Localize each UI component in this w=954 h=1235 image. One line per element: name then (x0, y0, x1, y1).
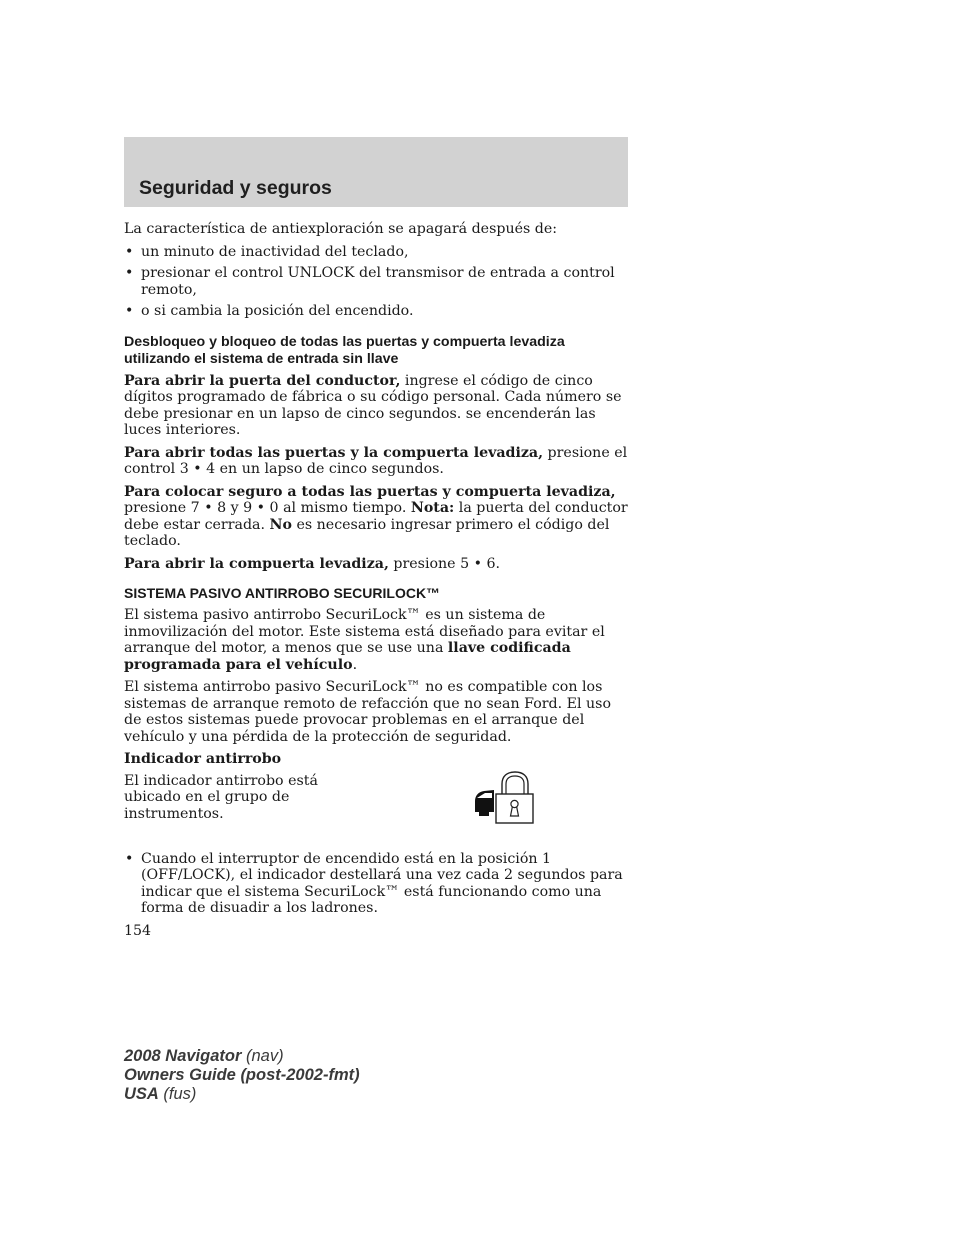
keyless-liftgate-paragraph (124, 556, 629, 573)
keyless-all-doors-paragraph (124, 445, 629, 478)
securilock-paragraph-2: El sistema antirrobo pasivo SecuriLock™ no es compatible con los sistemas de arranque remoto de refacción que no sean Ford. El uso de estos sistemas puede provocar problemas en el arranque del vehículo y una pérdida de la protección de seguridad. (124, 679, 612, 745)
page-number: 154 (124, 922, 152, 939)
securilock-paragraph-1 (124, 607, 629, 673)
securilock-p1-bold: llave codificada programada para el vehículo (124, 640, 571, 673)
lock-text-1: presione 7 • 8 y 9 • 0 al mismo tiempo. (124, 500, 411, 516)
intro-bullet-1: • un minuto de inactividad del teclado, (124, 244, 629, 261)
footer-market: USA (124, 1085, 159, 1103)
footer-market-code: (fus) (158, 1085, 197, 1103)
securilock-p1-end: . (352, 656, 358, 673)
footer-line-3 (124, 1085, 360, 1104)
lock-lead: Para colocar seguro a todas las puertas y compuerta levadiza, (124, 483, 616, 500)
document-footer (124, 1047, 360, 1104)
page-content (124, 221, 629, 945)
footer-model: 2008 Navigator (124, 1047, 242, 1065)
lock-nota: Nota: (410, 500, 455, 516)
liftgate-text: presione 5 • 6. (388, 555, 501, 572)
intro-bullet-list (124, 244, 629, 320)
footer-line-2 (124, 1066, 360, 1085)
section-header-band (124, 137, 628, 207)
keyless-lock-paragraph (124, 484, 629, 550)
indicator-paragraph: El indicador antirrobo está ubicado en el grupo de instrumentos. (124, 772, 318, 822)
all-doors-lead: Para abrir todas las puertas y la compuerta levadiza, (124, 444, 544, 461)
keyless-heading: Desbloqueo y bloqueo de todas las puertas y compuerta levadiza utilizando el sistema de entrada sin llave (124, 333, 565, 367)
intro-bullet-2: • presionar el control UNLOCK del transmisor de entrada a control remoto, (124, 265, 629, 298)
lock-no: No (269, 516, 292, 533)
driver-door-text: ingrese el código de cinco dígitos programado de fábrica o su código personal. Cada número se debe presionar en un lapso de cinco segundos. se encenderán las luces interiores. (124, 372, 622, 438)
keyless-driver-door-paragraph (124, 373, 629, 439)
footer-guide: Owners Guide (post-2002-fmt) (124, 1066, 360, 1084)
section-title: Seguridad y seguros (139, 177, 332, 199)
footer-line-1 (124, 1047, 360, 1066)
anti-theft-lock-icon (472, 771, 534, 825)
footer-model-code: (nav) (241, 1047, 284, 1065)
securilock-heading: SISTEMA PASIVO ANTIRROBO SECURILOCK™ (124, 585, 441, 601)
lock-text-3: es necesario ingresar primero el código del teclado. (124, 516, 610, 549)
securilock-p1-text: El sistema pasivo antirrobo SecuriLock™ es un sistema de inmovilización del motor. Este sistema está diseñado para evitar el arranque del motor, a menos que se use una (124, 607, 605, 656)
indicator-row (124, 773, 629, 835)
liftgate-lead: Para abrir la compuerta levadiza, (124, 555, 389, 572)
indicator-subheading: Indicador antirrobo (124, 751, 282, 767)
indicator-bullet-list (124, 851, 629, 917)
driver-door-lead: Para abrir la puerta del conductor, (124, 372, 401, 389)
intro-paragraph: La característica de antiexploración se apagará después de: (124, 221, 558, 237)
intro-bullet-3: • o si cambia la posición del encendido. (124, 303, 629, 320)
lock-text-2: la puerta del conductor debe estar cerrada. (124, 500, 628, 533)
indicator-bullet: • Cuando el interruptor de encendido está en la posición 1 (OFF/LOCK), el indicador destellará una vez cada 2 segundos para indicar que el sistema SecuriLock™ está funcionando como una forma de disuadir a los ladrones. (124, 851, 629, 917)
all-doors-text: presione el control 3 • 4 en un lapso de cinco segundos. (124, 444, 628, 477)
